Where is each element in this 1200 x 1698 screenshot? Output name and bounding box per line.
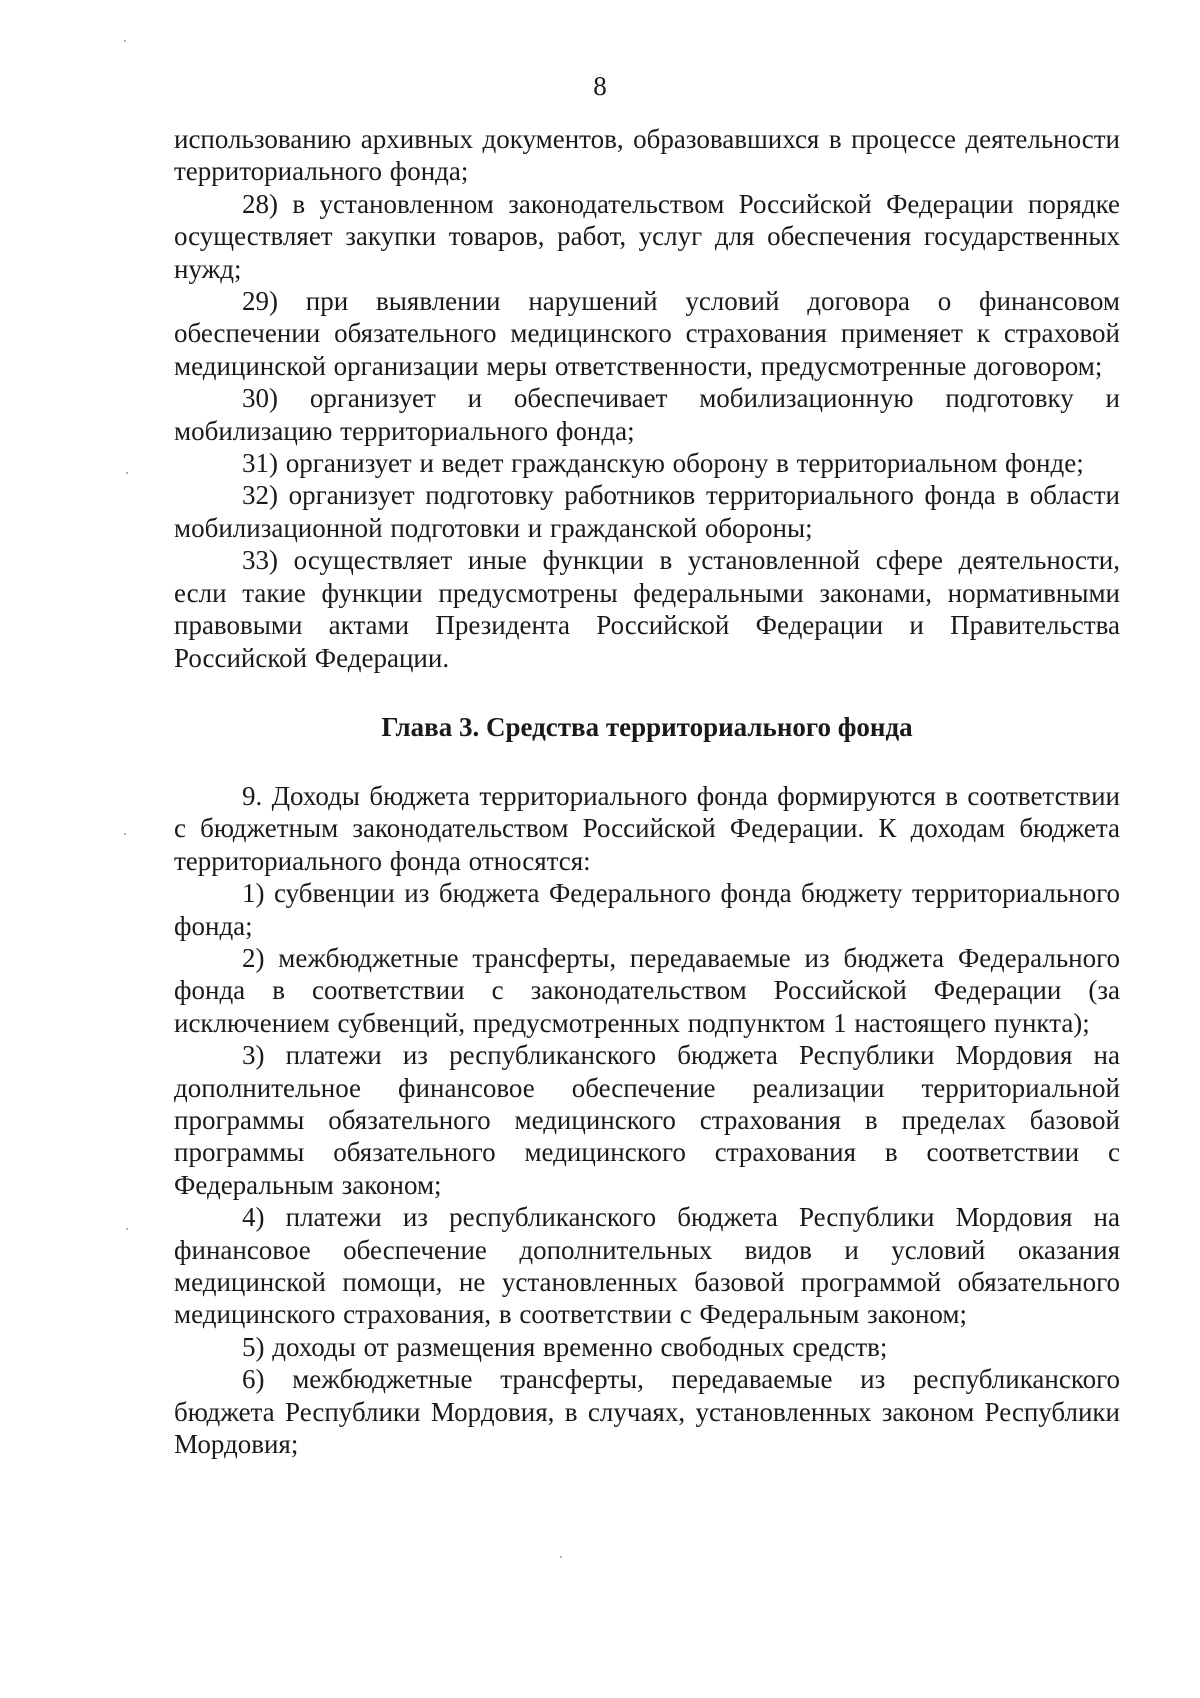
paragraph-item-30: 30) организует и обеспечивает мобилизационную подготовку и мобилизацию территориального фонда; <box>174 383 1120 446</box>
page-number: 8 <box>593 71 607 101</box>
paragraph-subitem-2: 2) межбюджетные трансферты, передаваемые из бюджета Федерального фонда в соответствии с законодательством Российской Федерации (за исключением субвенций, предусмотренных подпунктом 1 настоящего пункта); <box>174 942 1120 1038</box>
paragraph-subitem-1: 1) субвенции из бюджета Федерального фонда бюджету территориального фонда; <box>174 878 1120 941</box>
paragraph-item-28: 28) в установленном законодательством Российской Федерации порядке осуществляет закупки товаров, работ, услуг для обеспечения государственных нужд; <box>174 188 1120 284</box>
paragraph-subitem-4: 4) платежи из республиканского бюджета Республики Мордовия на финансовое обеспечение дополнительных видов и условий оказания медицинской помощи, не установленных базовой программой обязательного медицинского страхования, в соответствии с Федеральным законом; <box>174 1202 1120 1330</box>
paragraph-subitem-3: 3) платежи из республиканского бюджета Республики Мордовия на дополнительное финансовое обеспечение реализации территориальной программы обязательного медицинского страхования в пределах базовой программы обязательного медицинского страхования в соответствии с Федеральным законом; <box>174 1040 1120 1200</box>
scan-speck <box>126 1228 128 1230</box>
paragraph-item-32: 32) организует подготовку работников территориального фонда в области мобилизационной подготовки и гражданской обороны; <box>174 480 1120 543</box>
paragraph-subitem-6: 6) межбюджетные трансферты, передаваемые из республиканского бюджета Республики Мордовия, в случаях, установленных законом Республики Мордовия; <box>174 1364 1120 1460</box>
scan-speck <box>124 833 126 835</box>
scan-speck <box>560 1556 562 1558</box>
paragraph-continuation: использованию архивных документов, образовавшихся в процессе деятельности территориального фонда; <box>174 124 1120 187</box>
paragraph-item-31: 31) организует и ведет гражданскую оборону в территориальном фонде; <box>242 448 1084 479</box>
chapter-heading: Глава 3. Средства территориального фонда <box>381 711 913 742</box>
paragraph-item-29: 29) при выявлении нарушений условий договора о финансовом обеспечении обязательного медицинского страхования применяет к страховой медицинской организации меры ответственности, предусмотренные договором; <box>174 286 1120 381</box>
scan-speck <box>126 472 128 474</box>
document-body <box>174 123 1120 1460</box>
scan-speck <box>124 40 126 42</box>
paragraph-section-9: 9. Доходы бюджета территориального фонда формируются в соответствии с бюджетным законодательством Российской Федерации. К доходам бюджета территориального фонда относятся: <box>174 780 1120 876</box>
paragraph-item-33: 33) осуществляет иные функции в установленной сфере деятельности, если такие функции предусмотрены федеральными законами, нормативными правовыми актами Президента Российской Федерации и Правительства Российской Федерации. <box>174 545 1120 673</box>
paragraph-subitem-5: 5) доходы от размещения временно свободных средств; <box>242 1331 888 1362</box>
